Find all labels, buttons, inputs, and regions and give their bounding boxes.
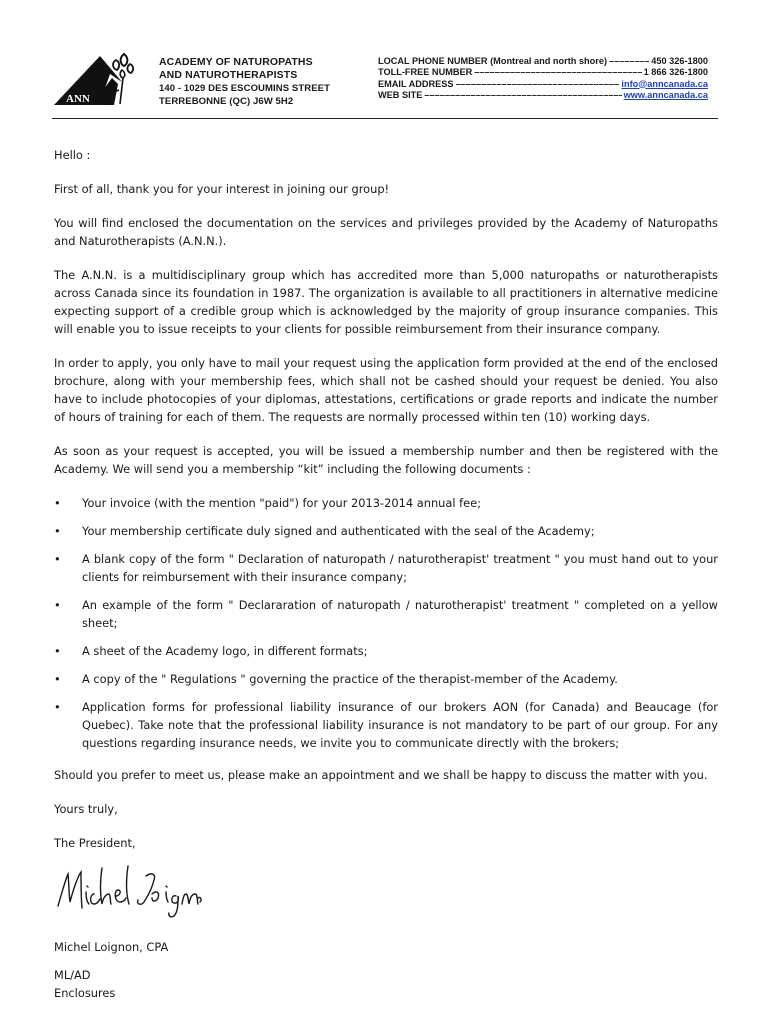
paragraph-meeting: Should you prefer to meet us, please make an appointment and we shall be happy to discuss the matter with you. [54,768,708,782]
email-link[interactable]: info@anncanada.ca [621,78,708,89]
contact-label: LOCAL PHONE NUMBER (Montreal and north shore) [378,56,608,66]
list-item [54,550,718,586]
list-item-text: Your invoice (with the mention "paid") for your 2013-2014 annual fee; [82,496,482,510]
organization-block [159,56,330,108]
org-name-line1: ACADEMY OF NATUROPATHS [159,56,313,68]
letterhead [52,48,718,118]
bullet-icon: • [54,598,61,612]
list-item [54,522,718,540]
paragraph-accepted: As soon as your request is accepted, you will be issued a membership number and then be registered with the Academy. We will send you a membership “kit” including the following documents : [54,444,718,476]
list-item [54,698,718,752]
signer-name: Michel Loignon, CPA [54,940,169,954]
contact-label: WEB SITE [378,89,423,100]
website-link[interactable]: www.anncanada.ca [623,89,708,100]
paragraph-about: The A.N.N. is a multidisciplinary group which has accredited more than 5,000 naturopaths or naturotherapists across Canada since its foundation in 1987. The organization is available to all practitioners in alternative medicine expecting support of a credible group which is acknowledged by the majority of group insurance companies. This will enable you to issue receipts to your clients for possible reimbursement from their insurance company. [54,268,718,336]
greeting: Hello : [54,148,91,162]
handwritten-signature [54,862,204,922]
paragraph-apply: In order to apply, you only have to mail your request using the application form provided at the end of the enclosed brochure, along with your membership fees, which shall not be cashed should your request be denied. You also have to include photocopies of your diplomas, attestations, certifications or grade reports and indicate the number of hours of training for each of them. The requests are normally processed within ten (10) working days. [54,356,718,424]
list-item-text: A blank copy of the form " Declaration of naturopath / naturotherapist' treatment " you must hand out to your clients for reimbursement with their insurance company; [82,552,718,584]
paragraph-thanks: First of all, thank you for your interest in joining our group! [54,182,390,196]
org-address-line1: 140 - 1029 DES ESCOUMINS STREET [159,83,330,94]
list-item [54,642,718,660]
bullet-icon: • [54,672,61,686]
ann-logo [52,48,150,108]
contact-row-toll-free [378,67,708,78]
contact-block [378,56,708,101]
closing-block [54,800,718,1002]
bullet-icon: • [54,524,61,538]
list-item-text: Your membership certificate duly signed and authenticated with the seal of the Academy; [82,524,595,538]
bullet-icon: • [54,700,61,714]
paragraph-documentation: You will find enclosed the documentation on the services and privileges provided by the Academy of Naturopaths and Naturotherapists (A.N.N.). [54,216,718,248]
list-item-text: A sheet of the Academy logo, in different formats; [82,644,368,658]
enclosures-note: Enclosures [54,986,116,1000]
leader-dashes [424,90,621,101]
contact-label: EMAIL ADDRESS [378,78,454,89]
initials: ML/AD [54,968,91,982]
contact-label: TOLL-FREE NUMBER [378,67,473,78]
contact-row-local-phone [378,56,708,67]
contact-row-website [378,90,708,101]
list-item-text: An example of the form " Declararation of naturopath / naturotherapist' treatment " completed on a yellow sheet; [82,598,718,630]
bullet-icon: • [54,552,61,566]
bullet-icon: • [54,644,61,658]
list-item [54,494,718,512]
org-name-line2: AND NATUROTHERAPISTS [159,69,298,81]
kit-documents-list [54,494,718,752]
closing-salutation: Yours truly, [54,802,118,816]
list-item [54,670,718,688]
letterhead-divider [52,118,718,119]
letter-body [54,146,718,1002]
signer-title: The President, [54,836,136,850]
bullet-icon: • [54,496,61,510]
contact-row-email [378,79,708,90]
list-item [54,596,718,632]
list-item-text: Application forms for professional liability insurance of our brokers AON (for Canada) and Beaucage (for Quebec). Take note that the professional liability insurance is not mandatory to be part of our group. For any questions regarding insurance needs, we invite you to communicate directly with the brokers; [82,700,718,750]
leader-dashes [456,79,620,90]
logo-text: ANN [66,93,90,105]
org-address-line2: TERREBONNE (QC) J6W 5H2 [159,96,294,107]
contact-value: 450 326-1800 [651,56,708,66]
list-item-text: A copy of the " Regulations " governing the practice of the therapist-member of the Academy. [82,672,618,686]
contact-value: 1 866 326-1800 [643,67,708,78]
leader-dashes [474,67,641,78]
leader-dashes [609,56,649,67]
